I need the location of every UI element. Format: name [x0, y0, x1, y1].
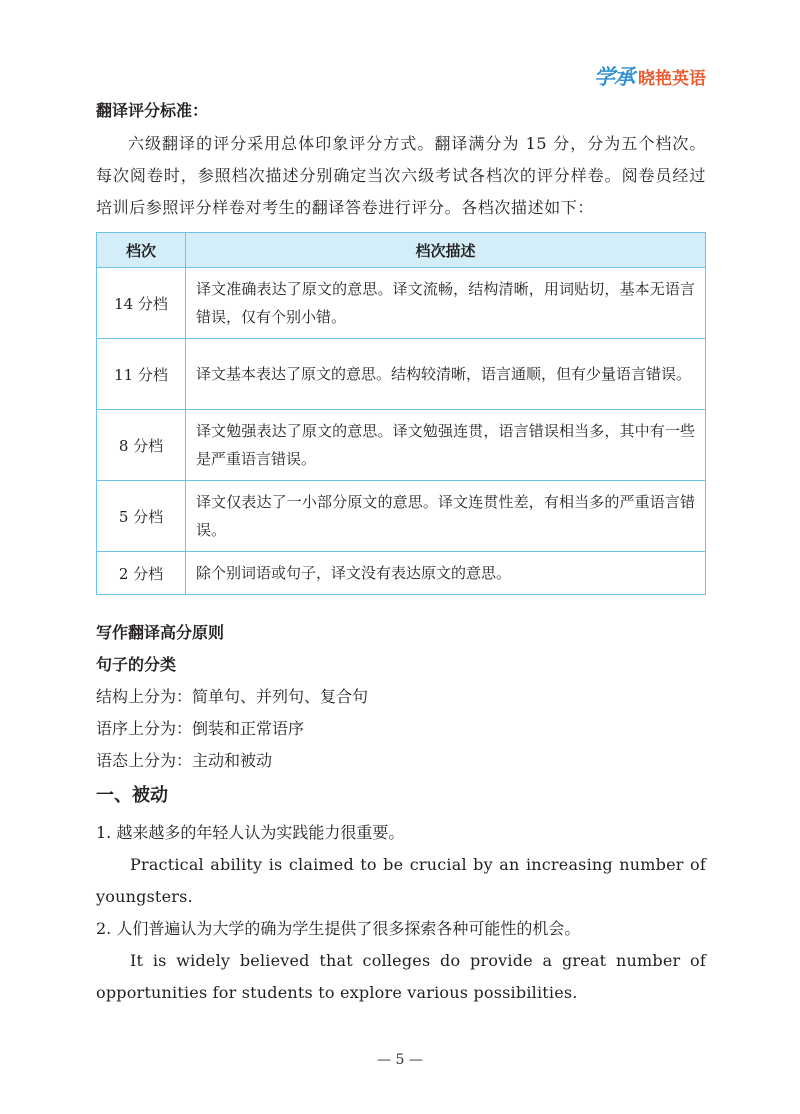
logo-text: 晓艳英语 — [638, 68, 706, 89]
passive-title: 一、被动 — [96, 785, 168, 806]
logo-mark: 学承 — [594, 65, 634, 89]
page-number: — 5 — — [377, 1052, 423, 1068]
desc-cell: 除个别词语或句子，译文没有表达原文的意思。 — [186, 552, 706, 595]
example-en: It is widely believed that colleges do provide a great number of opportunities for students to explore various possibilities. — [96, 951, 706, 1002]
header-level: 档次 — [97, 233, 186, 268]
desc-cell: 译文基本表达了原文的意思。结构较清晰，语言通顺，但有少量语言错误。 — [186, 339, 706, 410]
table-row — [97, 268, 706, 339]
header-desc: 档次描述 — [186, 233, 706, 268]
section-title: 翻译评分标准： — [96, 101, 209, 120]
classification-item: 结构上分为：简单句、并列句、复合句 — [96, 687, 369, 706]
example-en: Practical ability is claimed to be crucial by an increasing number of youngsters. — [96, 855, 706, 906]
table-row — [97, 339, 706, 410]
table-row — [97, 552, 706, 595]
publisher-logo — [594, 60, 706, 92]
table-header-row — [97, 233, 706, 268]
classification-item: 语序上分为：倒装和正常语序 — [96, 719, 305, 738]
scoring-table — [96, 232, 706, 595]
level-cell: 2 分档 — [97, 552, 186, 595]
classification-title: 句子的分类 — [96, 655, 177, 674]
classification-item: 语态上分为：主动和被动 — [96, 751, 273, 770]
level-cell: 5 分档 — [97, 481, 186, 552]
intro-paragraph: 六级翻译的评分采用总体印象评分方式。翻译满分为 15 分，分为五个档次。每次阅卷时，参照档次描述分别确定当次六级考试各档次的评分样卷。阅卷员经过培训后参照评分样卷对考生的翻译答卷进行评分。各档次描述如下： — [96, 134, 706, 217]
example-cn: 2. 人们普遍认为大学的确为学生提供了很多探索各种可能性的机会。 — [96, 919, 581, 938]
example-cn: 1. 越来越多的年轻人认为实践能力很重要。 — [96, 823, 405, 842]
table-row — [97, 410, 706, 481]
desc-cell: 译文勉强表达了原文的意思。译文勉强连贯，语言错误相当多，其中有一些是严重语言错误。 — [186, 410, 706, 481]
desc-cell: 译文准确表达了原文的意思。译文流畅，结构清晰，用词贴切，基本无语言错误，仅有个别小错。 — [186, 268, 706, 339]
level-cell: 11 分档 — [97, 339, 186, 410]
page-content — [96, 98, 706, 1009]
level-cell: 14 分档 — [97, 268, 186, 339]
principles-title: 写作翻译高分原则 — [96, 623, 225, 642]
table-row — [97, 481, 706, 552]
level-cell: 8 分档 — [97, 410, 186, 481]
desc-cell: 译文仅表达了一小部分原文的意思。译文连贯性差，有相当多的严重语言错误。 — [186, 481, 706, 552]
